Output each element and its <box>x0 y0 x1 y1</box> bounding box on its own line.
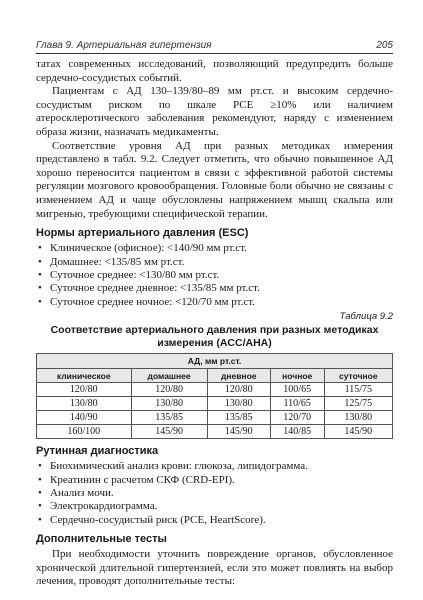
table-cell: 160/100 <box>37 425 132 439</box>
table-group-header: АД, мм рт.ст. <box>37 354 393 369</box>
list-item: • Суточное среднее дневное: <135/85 мм рт.ст. <box>50 282 393 295</box>
table-cell: 140/85 <box>270 425 324 439</box>
list-item: • Электрокардиограмма. <box>50 500 393 513</box>
table-cell: 130/80 <box>207 397 270 411</box>
additional-heading: Дополнительные тесты <box>36 533 167 546</box>
list-item: • Креатинин с расчетом СКФ (CRD-EPI). <box>50 474 393 487</box>
bp-table <box>36 353 393 439</box>
running-header <box>36 38 393 54</box>
table-cell: 125/75 <box>324 397 392 411</box>
table-row <box>37 425 393 439</box>
list-item: • Клиническое (офисное): <140/90 мм рт.ст. <box>50 242 393 255</box>
table-cell: 115/75 <box>324 383 392 397</box>
column-header: домашнее <box>131 369 207 383</box>
paragraph-treatment: Пациентам с АД 130–139/80–89 мм рт.ст. и высоким сердечно-сосудистым риском по шкале РСЕ ≥10% или наличием атеросклеротического заболевания рекомендуют, наряду с изменением образа жизни, назначать медикаменты. <box>36 85 393 138</box>
table-row <box>37 383 393 397</box>
table-cell: 145/90 <box>207 425 270 439</box>
table-title: Соответствие артериального давления при разных методиках измерения (ACC/AHA) <box>50 324 379 350</box>
table-cell: 130/80 <box>131 397 207 411</box>
intro-paragraph: татах современных исследований, позволяющий предупредить больше сердечно-сосудистых событий. <box>36 58 393 84</box>
table-cell: 135/85 <box>207 411 270 425</box>
list-item: • Суточное среднее: <130/80 мм рт.ст. <box>50 269 393 282</box>
norms-heading: Нормы артериального давления (ESC) <box>36 227 249 240</box>
additional-paragraph: При необходимости уточнить повреждение органов, обусловленное хронической длительной гипертензией, если это может повлиять на выбор лечения, проводят дополнительные тесты: <box>36 548 393 588</box>
column-header: ночное <box>270 369 324 383</box>
table-cell: 120/80 <box>131 383 207 397</box>
table-label: Таблица 9.2 <box>339 311 393 323</box>
table-cell: 135/85 <box>131 411 207 425</box>
column-header: дневное <box>207 369 270 383</box>
table-cell: 110/65 <box>270 397 324 411</box>
table-cell: 145/90 <box>324 425 392 439</box>
list-item: • Домашнее: <135/85 мм рт.ст. <box>50 256 393 269</box>
list-item: • Сердечно-сосудистый риск (РСЕ, HeartScore). <box>50 514 393 527</box>
table-cell: 130/80 <box>324 411 392 425</box>
page-number: 205 <box>376 40 393 51</box>
table-cell: 120/80 <box>37 383 132 397</box>
table-row <box>37 411 393 425</box>
table-row <box>37 397 393 411</box>
routine-heading: Рутинная диагностика <box>36 445 159 458</box>
list-item: • Анализ мочи. <box>50 487 393 500</box>
table-cell: 120/80 <box>207 383 270 397</box>
column-header: клиническое <box>37 369 132 383</box>
table-cell: 100/65 <box>270 383 324 397</box>
chapter-title: Глава 9. Артериальная гипертензия <box>36 40 212 51</box>
table-cell: 140/90 <box>37 411 132 425</box>
norms-list <box>36 242 393 309</box>
paragraph-measurement: Соответствие уровня АД при разных методиках измерения представлено в табл. 9.2. Следует отметить, что обычно повышенное АД хорошо переносится пациентом в связи с эффективной работой системы регуляции мозгового кровообращения. Головные боли обычно не связаны с изменением АД и чаще обусловлены напряжением мышц скальпа или мигренью, требующими специфической терапии. <box>36 139 393 220</box>
table-cell: 130/80 <box>37 397 132 411</box>
table-cell: 120/70 <box>270 411 324 425</box>
list-item: • Суточное среднее ночное: <120/70 мм рт.ст. <box>50 296 393 309</box>
routine-list <box>36 460 393 527</box>
page-body <box>36 58 393 589</box>
column-header: суточное <box>324 369 392 383</box>
table-cell: 145/90 <box>131 425 207 439</box>
list-item: • Биохимический анализ крови: глюкоза, липидограмма. <box>50 460 393 473</box>
